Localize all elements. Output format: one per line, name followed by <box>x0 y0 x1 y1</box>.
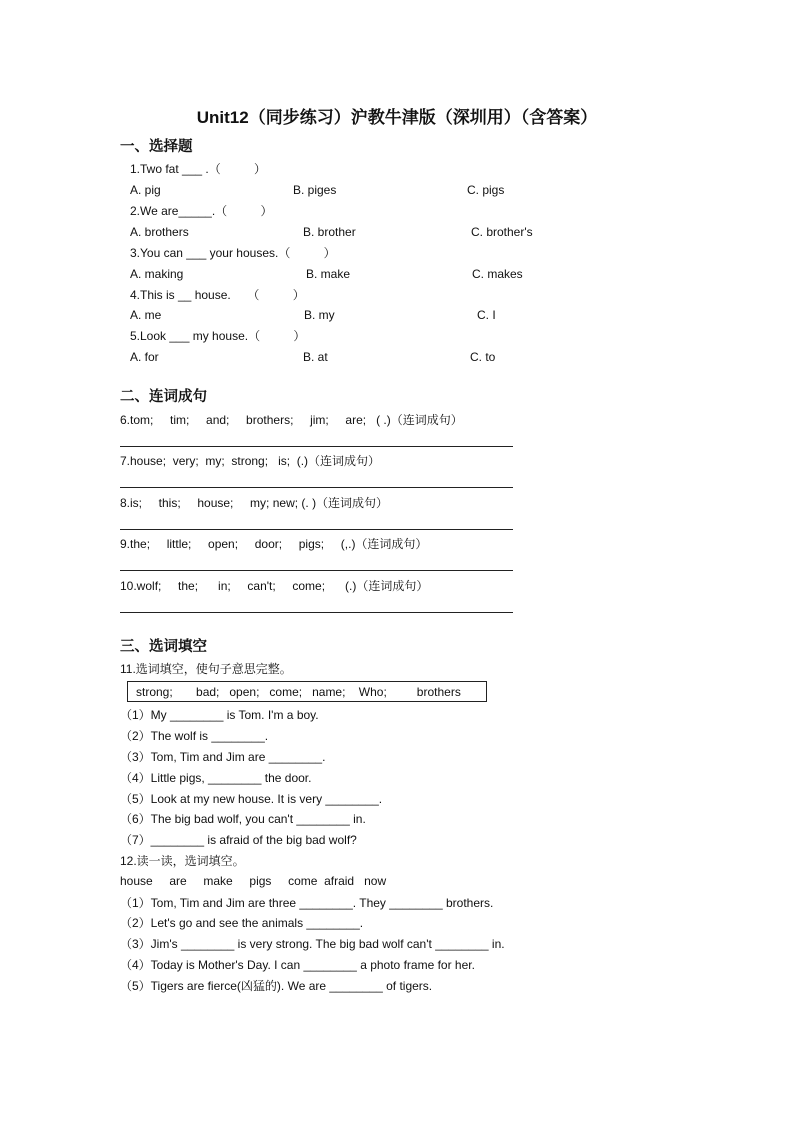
question-12-sentence-5: （5）Tigers are fierce(凶猛的). We are ________ of tigers. <box>120 979 433 993</box>
word-bank-box <box>127 681 487 702</box>
word-bank-11: strong; bad; open; come; name; Who; brothers <box>136 685 461 699</box>
question-3-option-b: B. make <box>306 267 351 281</box>
question-11-sentence-6: （6）The big bad wolf, you can't ________ in. <box>120 812 366 826</box>
answer-line-7[interactable] <box>120 487 513 488</box>
question-12-sentence-1: （1）Tom, Tim and Jim are three ________. They ________ brothers. <box>120 896 494 910</box>
question-4-option-a: A. me <box>130 308 162 322</box>
answer-line-6[interactable] <box>120 446 513 447</box>
question-5-stem: 5.Look ___ my house.（ ） <box>130 329 306 343</box>
answer-line-8[interactable] <box>120 529 513 530</box>
question-5-option-b: B. at <box>303 350 328 364</box>
question-3-option-c: C. makes <box>472 267 523 281</box>
question-4-option-c: C. I <box>477 308 496 322</box>
question-7-words: 7.house; very; my; strong; is; (.)（连词成句） <box>120 454 381 468</box>
section2-heading: 二、连词成句 <box>120 389 207 405</box>
section3-heading: 三、选词填空 <box>120 639 207 655</box>
question-11-sentence-3: （3）Tom, Tim and Jim are ________. <box>120 750 326 764</box>
question-3-stem: 3.You can ___ your houses.（ ） <box>130 246 336 260</box>
section1-heading: 一、选择题 <box>120 139 193 155</box>
question-12-sentence-2: （2）Let's go and see the animals ________. <box>120 916 364 930</box>
question-5-option-c: C. to <box>470 350 496 364</box>
question-2-option-a: A. brothers <box>130 225 189 239</box>
question-9-words: 9.the; little; open; door; pigs; (,.)（连词成句） <box>120 537 428 551</box>
question-2-option-b: B. brother <box>303 225 356 239</box>
question-4-option-b: B. my <box>304 308 335 322</box>
question-12-sentence-3: （3）Jim's ________ is very strong. The big bad wolf can't ________ in. <box>120 937 505 951</box>
word-bank-12: house are make pigs come afraid now <box>120 874 387 888</box>
question-1-option-c: C. pigs <box>467 183 505 197</box>
page-title: Unit12（同步练习）沪教牛津版（深圳用）（含答案） <box>196 108 598 127</box>
question-1-option-b: B. piges <box>293 183 337 197</box>
answer-line-10[interactable] <box>120 612 513 613</box>
question-12-sentence-4: （4）Today is Mother's Day. I can ________ a photo frame for her. <box>120 958 475 972</box>
question-8-words: 8.is; this; house; my; new; (. )（连词成句） <box>120 496 389 510</box>
question-11-sentence-7: （7）________ is afraid of the big bad wolf? <box>120 833 357 847</box>
question-4-stem: 4.This is __ house. （ ） <box>130 288 305 302</box>
question-11-sentence-5: （5）Look at my new house. It is very ________. <box>120 792 383 806</box>
question-10-words: 10.wolf; the; in; can't; come; (.)（连词成句） <box>120 579 429 593</box>
question-1-stem: 1.Two fat ___ .（ ） <box>130 162 267 176</box>
question-11-sentence-4: （4）Little pigs, ________ the door. <box>120 771 312 785</box>
question-12-instruction: 12.读一读，选词填空。 <box>120 854 245 868</box>
question-2-option-c: C. brother's <box>471 225 533 239</box>
question-11-sentence-2: （2）The wolf is ________. <box>120 729 269 743</box>
question-6-words: 6.tom; tim; and; brothers; jim; are; ( .)（连词成句） <box>120 413 463 427</box>
question-1-option-a: A. pig <box>130 183 161 197</box>
question-3-option-a: A. making <box>130 267 184 281</box>
question-2-stem: 2.We are_____.（ ） <box>130 204 273 218</box>
question-11-instruction: 11.选词填空，使句子意思完整。 <box>120 662 292 676</box>
answer-line-9[interactable] <box>120 570 513 571</box>
question-11-sentence-1: （1）My ________ is Tom. I'm a boy. <box>120 708 319 722</box>
question-5-option-a: A. for <box>130 350 159 364</box>
